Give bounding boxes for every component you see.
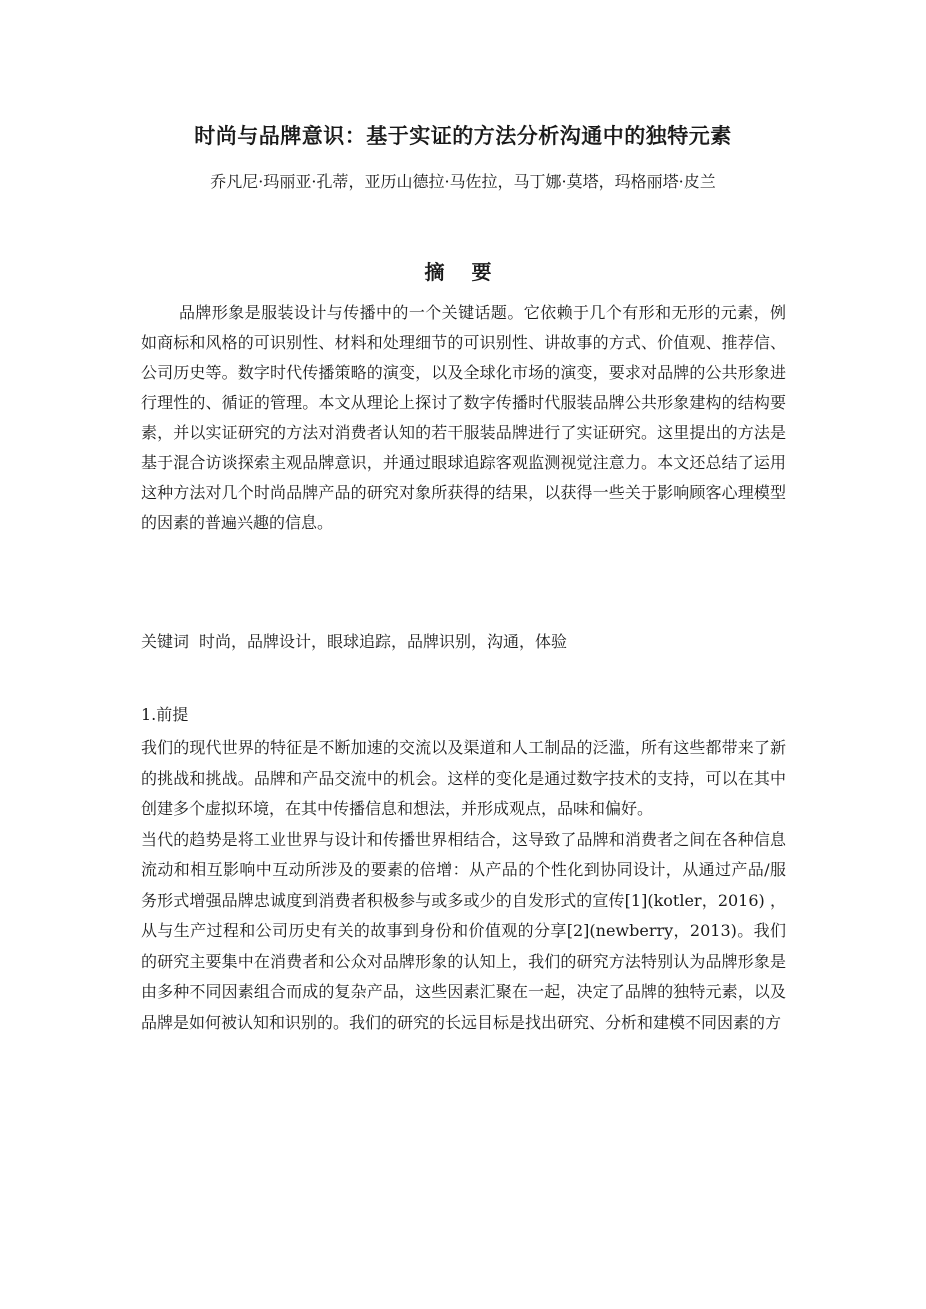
section-heading: 1.前提 xyxy=(141,705,189,724)
keywords-line xyxy=(141,627,786,657)
paper-title: 时尚与品牌意识：基于实证的方法分析沟通中的独特元素 xyxy=(194,124,732,148)
abstract-text: 品牌形象是服装设计与传播中的一个关键话题。它依赖于几个有形和无形的元素，例如商标和风格的可识别性、材料和处理细节的可识别性、讲故事的方式、价值观、推荐信、公司历史等。数字时代传播策略的演变，以及全球化市场的演变，要求对品牌的公共形象进行理性的、循证的管理。本文从理论上探讨了数字传播时代服装品牌公共形象建构的结构要素，并以实证研究的方法对消费者认知的若干服装品牌进行了实证研究。这里提出的方法是基于混合访谈探索主观品牌意识，并通过眼球追踪客观监测视觉注意力。本文还总结了运用这种方法对几个时尚品牌产品的研究对象所获得的结果，以获得一些关于影响顾客心理模型的因素的普遍兴趣的信息。 xyxy=(141,303,786,532)
keywords-text: 时尚，品牌设计，眼球追踪，品牌识别，沟通，体验 xyxy=(199,632,568,651)
body-paragraph: 当代的趋势是将工业世界与设计和传播世界相结合，这导致了品牌和消费者之间在各种信息流动和相互影响中互动所涉及的要素的倍增：从产品的个性化到协同设计，从通过产品/服务形式增强品牌忠诚度到消费者积极参与或多或少的自发形式的宣传[1](kotler，2016) ，从与生产过程和公司历史有关的故事到身份和价值观的分享[2](newberry，2013)。我们的研究主要集中在消费者和公众对品牌形象的认知上，我们的研究方法特别认为品牌形象是由多种不同因素组合而成的复杂产品，这些因素汇聚在一起，决定了品牌的独特元素，以及品牌是如何被认知和识别的。我们的研究的长远目标是找出研究、分析和建模不同因素的方 xyxy=(141,829,786,1032)
section-body xyxy=(141,733,786,1038)
author-list: 乔凡尼·玛丽亚·孔蒂，亚历山德拉·马佐拉，马丁娜·莫塔，玛格丽塔·皮兰 xyxy=(210,172,716,191)
abstract-heading: 摘 要 xyxy=(424,260,502,284)
keywords-label: 关键词 xyxy=(141,632,190,651)
body-paragraph: 我们的现代世界的特征是不断加速的交流以及渠道和人工制品的泛滥，所有这些都带来了新的挑战和挑战。品牌和产品交流中的机会。这样的变化是通过数字技术的支持，可以在其中创建多个虚拟环境，在其中传播信息和想法，并形成观点，品味和偏好。 xyxy=(141,738,786,818)
